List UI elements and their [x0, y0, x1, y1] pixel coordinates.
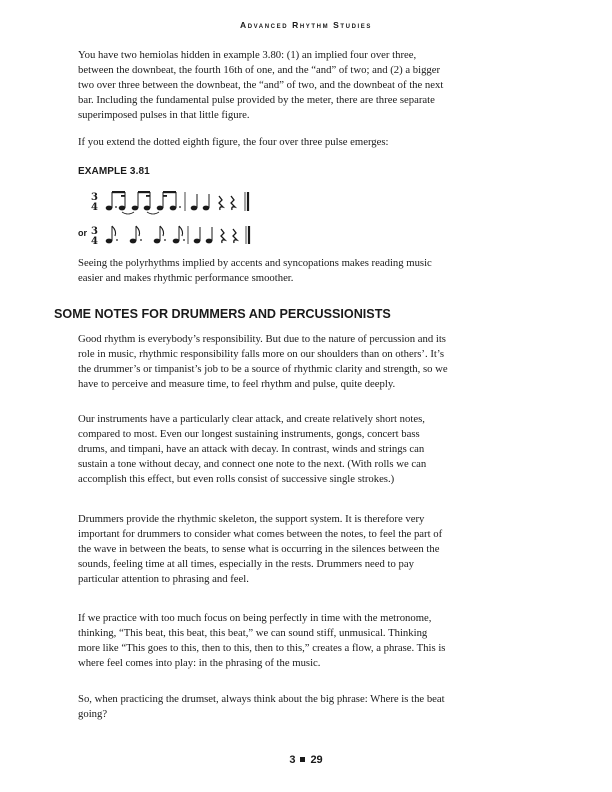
- folio-square-icon: [300, 757, 305, 762]
- page-number-value: 29: [310, 754, 323, 766]
- paragraph-big-phrase: So, when practicing the drumset, always think about the big phrase: Where is the beat going?: [78, 693, 445, 721]
- paragraph-hemiolas: You have two hemiolas hidden in example 3.80: (1) an implied four over three, between the downbeat, the fourth 16th of one, and the “and” of two; and (2) a bigger two over three between the downbeat, the “and” of two, and the downbeat of the next bar. Including the fundamental pulse provided by the meter, there are three separate superimposed pulses in that little figure.: [78, 49, 444, 122]
- example-label: EXAMPLE 3.81: [78, 166, 150, 177]
- paragraph-rhythmic-skeleton: Drummers provide the rhythmic skeleton, the support system. It is therefore very important for drummers to consider what comes between the notes, to feel the part of the wave in between the beats, to sense what is occurring in the silences between the sounds, feeling time at all times, especially in the rests. Drummers need to pay particular attention to phrasing and feel.: [78, 513, 443, 586]
- rhythm-line-2: [106, 226, 249, 244]
- running-head: Advanced Rhythm Studies: [239, 20, 373, 30]
- music-notation-example: [76, 186, 276, 246]
- time-sig-bottom-2: 4: [91, 236, 98, 246]
- paragraph-polyrhythms: Seeing the polyrhythms implied by accents and syncopations makes reading music easier and makes rhythmic performance smoother.: [78, 257, 432, 285]
- time-sig-top: 3: [91, 192, 98, 203]
- rhythm-line-1: [106, 191, 248, 214]
- paragraph-extend-figure: If you extend the dotted eighth figure, the four over three pulse emerges:: [78, 136, 389, 148]
- alternate-notation-label: or: [78, 228, 87, 238]
- time-sig-bottom: 4: [91, 202, 98, 213]
- paragraph-metronome: If we practice with too much focus on being perfectly in time with the metronome, thinking, “This beat, this beat, this beat,” we can sound stiff, unmusical. Thinking more like “This goes to this, then to this, then to this,” creates a flow, a phrase. This is where feel comes into play: in the phrasing of the music.: [78, 612, 446, 670]
- paragraph-good-rhythm: Good rhythm is everybody’s responsibility. But due to the nature of percussion and its role in music, rhythmic responsibility falls more on our shoulders than on others’. It’s the drummer’s or timpanist’s job to be a source of rhythmic clarity and strength, so we have to perceive and measure time, to feel rhythm and pulse, quite deeply.: [78, 333, 448, 391]
- time-sig-top-2: 3: [91, 226, 98, 237]
- chapter-number: 3: [289, 754, 296, 766]
- section-heading: SOME NOTES FOR DRUMMERS AND PERCUSSIONISTS: [54, 307, 391, 321]
- paragraph-instruments: Our instruments have a particularly clear attack, and create relatively short notes, compared to most. Even our longest sustaining instruments, gongs, concert bass drums, and timpani, have an attack with decay. In contrast, winds and strings can sustain a tone without decay, and connect one note to the next. (With rolls we can accomplish this effect, but even rolls consist of successive single strokes.): [78, 413, 427, 486]
- page-number: [0, 754, 612, 766]
